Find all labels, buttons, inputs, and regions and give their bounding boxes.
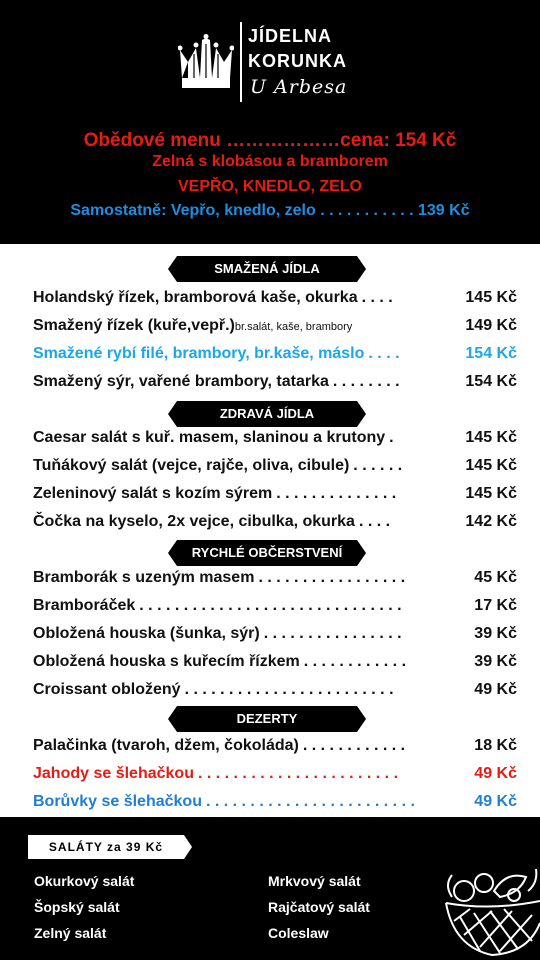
item-name: Borůvky se šlehačkou	[33, 793, 202, 810]
item-name-note: br.salát, kaše, brambory	[234, 321, 353, 333]
logo-name-line1: JÍDELNA	[248, 26, 333, 46]
item-dots: . . . . . .	[353, 457, 403, 474]
menu-item	[33, 652, 517, 672]
item-dots: . . . . . . . . . . . . . .	[276, 485, 397, 502]
menu-item	[33, 764, 517, 784]
item-dots: . . . . . . . . . . . . . . . . . . . . . . . .	[184, 681, 394, 698]
item-dots: . . . . . . . . . . . .	[302, 737, 406, 754]
item-name: Bramboráček	[33, 597, 136, 614]
header	[0, 0, 540, 244]
item-name: Croissant obložený	[33, 681, 181, 698]
section-title-desserts: DEZERTY	[177, 706, 357, 732]
logo-divider	[240, 22, 242, 102]
menu-item	[33, 512, 517, 532]
salad-item: Okurkový salát	[34, 873, 135, 889]
crown-icon	[178, 34, 234, 92]
menu-item	[33, 624, 517, 644]
item-name: Smažené rybí filé, brambory, br.kaše, máslo	[33, 345, 365, 362]
salad-item: Coleslaw	[268, 925, 329, 941]
item-name-main: Smažený řízek (kuře,vepř.)	[33, 317, 235, 334]
item-price: 49 Kč	[474, 681, 517, 698]
salads-title: SALÁTY za 39 Kč	[28, 835, 184, 859]
menu-item	[33, 428, 517, 448]
menu-item	[33, 792, 517, 812]
item-price: 39 Kč	[474, 653, 517, 670]
salad-bowl-icon	[440, 861, 540, 960]
item-price: 49 Kč	[474, 793, 517, 810]
item-price: 18 Kč	[474, 737, 517, 754]
item-price: 142 Kč	[465, 513, 517, 530]
item-price: 145 Kč	[465, 485, 517, 502]
salad-item: Zelný salát	[34, 925, 107, 941]
item-name: Obložená houska s kuřecím řízkem	[33, 653, 300, 670]
logo-script: U Arbesa	[250, 76, 348, 98]
menu-item	[33, 372, 517, 392]
item-name: Smažený sýr, vařené brambory, tatarka	[33, 373, 329, 390]
menu-item	[33, 288, 517, 308]
menu-item	[33, 316, 517, 337]
item-dots: . . . .	[358, 513, 391, 530]
item-price: 154 Kč	[465, 373, 517, 390]
menu-item	[33, 484, 517, 504]
item-dots: . . . .	[361, 289, 393, 306]
item-price: 145 Kč	[465, 429, 517, 446]
item-dots: . . . .	[368, 345, 400, 362]
menu-item	[33, 568, 517, 588]
item-name: Zeleninový salát s kozím sýrem	[33, 485, 273, 502]
item-dots: . . . . . . . .	[332, 373, 400, 390]
lunch-menu-title: Obědové menu ………………cena: 154 Kč	[83, 130, 457, 151]
item-dots: . . . . . . . . . . . . . . . . .	[258, 569, 406, 586]
salads-footer	[0, 817, 540, 960]
item-price: 145 Kč	[465, 457, 517, 474]
item-name: Palačinka (tvaroh, džem, čokoláda)	[33, 737, 299, 754]
item-price: 49 Kč	[474, 765, 517, 782]
item-price: 45 Kč	[474, 569, 517, 586]
item-dots: .	[389, 429, 394, 446]
lunch-dish-1: Zelná s klobásou a bramborem	[152, 153, 388, 170]
item-price: 39 Kč	[474, 625, 517, 642]
item-name: Caesar salát s kuř. masem, slaninou a krutony	[33, 429, 386, 446]
item-dots	[356, 316, 461, 337]
salad-item: Mrkvový salát	[268, 873, 361, 889]
menu-item	[33, 680, 517, 700]
logo-name-line2: KORUNKA	[248, 51, 347, 71]
item-name: Bramborák s uzeným masem	[33, 569, 255, 586]
item-dots: . . . . . . . . . . . . . . . .	[263, 625, 402, 642]
menu-item	[33, 344, 517, 364]
item-price: 17 Kč	[474, 597, 517, 614]
menu-item	[33, 596, 517, 616]
item-dots: . . . . . . . . . . . . . . . . . . . . . . . .	[205, 793, 415, 810]
item-price: 145 Kč	[465, 289, 517, 306]
salad-item: Rajčatový salát	[268, 899, 370, 915]
item-dots: . . . . . . . . . . . . . . . . . . . . . . . . . . . . . .	[139, 597, 402, 614]
item-price: 154 Kč	[465, 345, 517, 362]
menu-item	[33, 456, 517, 476]
item-dots: . . . . . . . . . . . .	[303, 653, 407, 670]
salad-item: Šopský salát	[34, 899, 120, 915]
item-name: Tuňákový salát (vejce, rajče, oliva, cibule)	[33, 457, 350, 474]
item-name	[33, 316, 352, 337]
section-title-healthy: ZDRAVÁ JÍDLA	[177, 401, 357, 427]
item-name: Holandský řízek, bramborová kaše, okurka	[33, 289, 358, 306]
lunch-separately: Samostatně: Vepřo, knedlo, zelo . . . . . . . . . . . 139 Kč	[70, 202, 470, 219]
section-title-fried: SMAŽENÁ JÍDLA	[177, 256, 357, 282]
menu-item	[33, 736, 517, 756]
logo	[178, 20, 378, 104]
item-name: Čočka na kyselo, 2x vejce, cibulka, okurka	[33, 513, 355, 530]
item-name: Jahody se šlehačkou	[33, 765, 194, 782]
item-name: Obložená houska (šunka, sýr)	[33, 625, 260, 642]
lunch-dish-2: VEPŘO, KNEDLO, ZELO	[177, 178, 362, 195]
item-dots: . . . . . . . . . . . . . . . . . . . . . . .	[197, 765, 399, 782]
section-title-fast-food: RYCHLÉ OBČERSTVENÍ	[177, 540, 357, 566]
item-price: 149 Kč	[465, 317, 517, 334]
